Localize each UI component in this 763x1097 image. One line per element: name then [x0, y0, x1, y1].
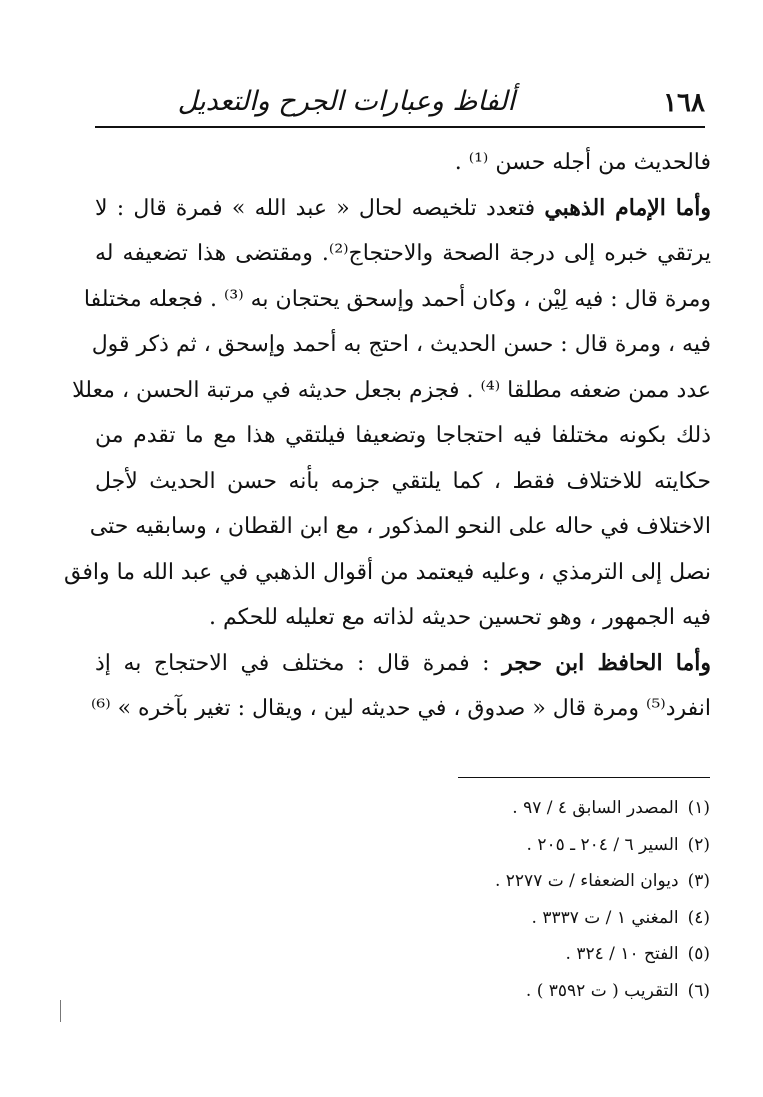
running-title: ألفاظ وعبارات الجرح والتعديل — [177, 86, 515, 117]
footnote-text: الفتح ١٠ / ٣٢٤ . — [565, 944, 679, 964]
footnote-rule — [458, 777, 710, 778]
footnote-marker: (٤) — [687, 907, 710, 928]
page-header — [95, 84, 705, 126]
footnote-text: التقريب ( ت ٣٥٩٢ ) . — [525, 980, 679, 1001]
text-line — [95, 186, 711, 232]
footnote — [150, 790, 710, 827]
text-line — [95, 641, 711, 687]
page-number: ١٦٨ — [663, 88, 705, 118]
text-line: ذلك بكونه مختلفا فيه احتجاجا وتضعيفا فيلتقي هذا مع ما تقدم من — [95, 423, 711, 448]
footnote-marker: (٦) — [687, 980, 710, 1001]
footnote — [150, 973, 710, 1010]
margin-mark — [60, 1000, 61, 1022]
footnote-text: السير ٦ / ٢٠٤ ـ ٢٠٥ . — [526, 834, 679, 855]
text-line: فيه الجمهور ، وهو تحسين حديثه لذاته مع تعليله للحكم . — [209, 605, 711, 630]
paragraph-3 — [90, 641, 711, 732]
footnote — [150, 827, 710, 864]
text-line: ومرة قال : فيه لِيْن ، وكان أحمد وإسحق يحتجان به ⁽³⁾ . فجعله مختلفا — [83, 286, 711, 312]
text-line: حكايته للاختلاف فقط ، كما يلتقي جزمه بأنه حسن الحديث لأجل — [95, 468, 711, 494]
section-lead: وأما الحافظ ابن حجر — [502, 649, 711, 676]
text-line: الاختلاف في حاله على النحو المذكور ، مع ابن القطان ، وسابقيه حتى — [89, 514, 711, 539]
text-line: عدد ممن ضعفه مطلقا ⁽⁴⁾ . فجزم بجعل حديثه في مرتبة الحسن ، معللا — [72, 377, 711, 403]
footnote — [150, 936, 710, 973]
footnote-marker: (٣) — [687, 871, 710, 891]
text-line: انفرد⁽⁵⁾ ومرة قال « صدوق ، في حديثه لين ، ويقال : تغير بآخره » ⁽⁶⁾ — [90, 696, 711, 721]
header-rule — [95, 126, 705, 128]
footnote — [150, 900, 710, 937]
footnote — [150, 863, 710, 900]
footnotes — [150, 790, 710, 1009]
paragraph-1 — [95, 140, 711, 186]
text-line: نصل إلى الترمذي ، وعليه فيعتمد من أقوال الذهبي في عبد الله ما وافق — [63, 559, 711, 585]
text-line: فالحديث من أجله حسن ⁽¹⁾ . — [454, 150, 711, 175]
footnote-marker: (٥) — [687, 944, 710, 964]
text-run: : فمرة قال : مختلف في الاحتجاج به إذ — [95, 650, 503, 676]
footnote-text: المصدر السابق ٤ / ٩٧ . — [512, 798, 679, 818]
footnote-text: ديوان الضعفاء / ت ٢٢٧٧ . — [494, 871, 679, 891]
paragraph-2 — [63, 186, 711, 641]
footnote-text: المغني ١ / ت ٣٣٣٧ . — [531, 907, 679, 928]
footnote-marker: (٢) — [687, 834, 710, 855]
text-line: يرتقي خبره إلى درجة الصحة والاحتجاج⁽²⁾. ومقتضى هذا تضعيفه له — [95, 241, 711, 266]
text-run: فتعدد تلخيصه لحال « عبد الله » فمرة قال : لا — [95, 195, 545, 221]
text-line: فيه ، ومرة قال : حسن الحديث ، احتج به أحمد وإسحق ، ثم ذكر قول — [91, 332, 711, 357]
section-lead: وأما الإمام الذهبي — [544, 194, 711, 221]
footnote-marker: (١) — [687, 798, 710, 818]
main-text — [63, 140, 711, 732]
